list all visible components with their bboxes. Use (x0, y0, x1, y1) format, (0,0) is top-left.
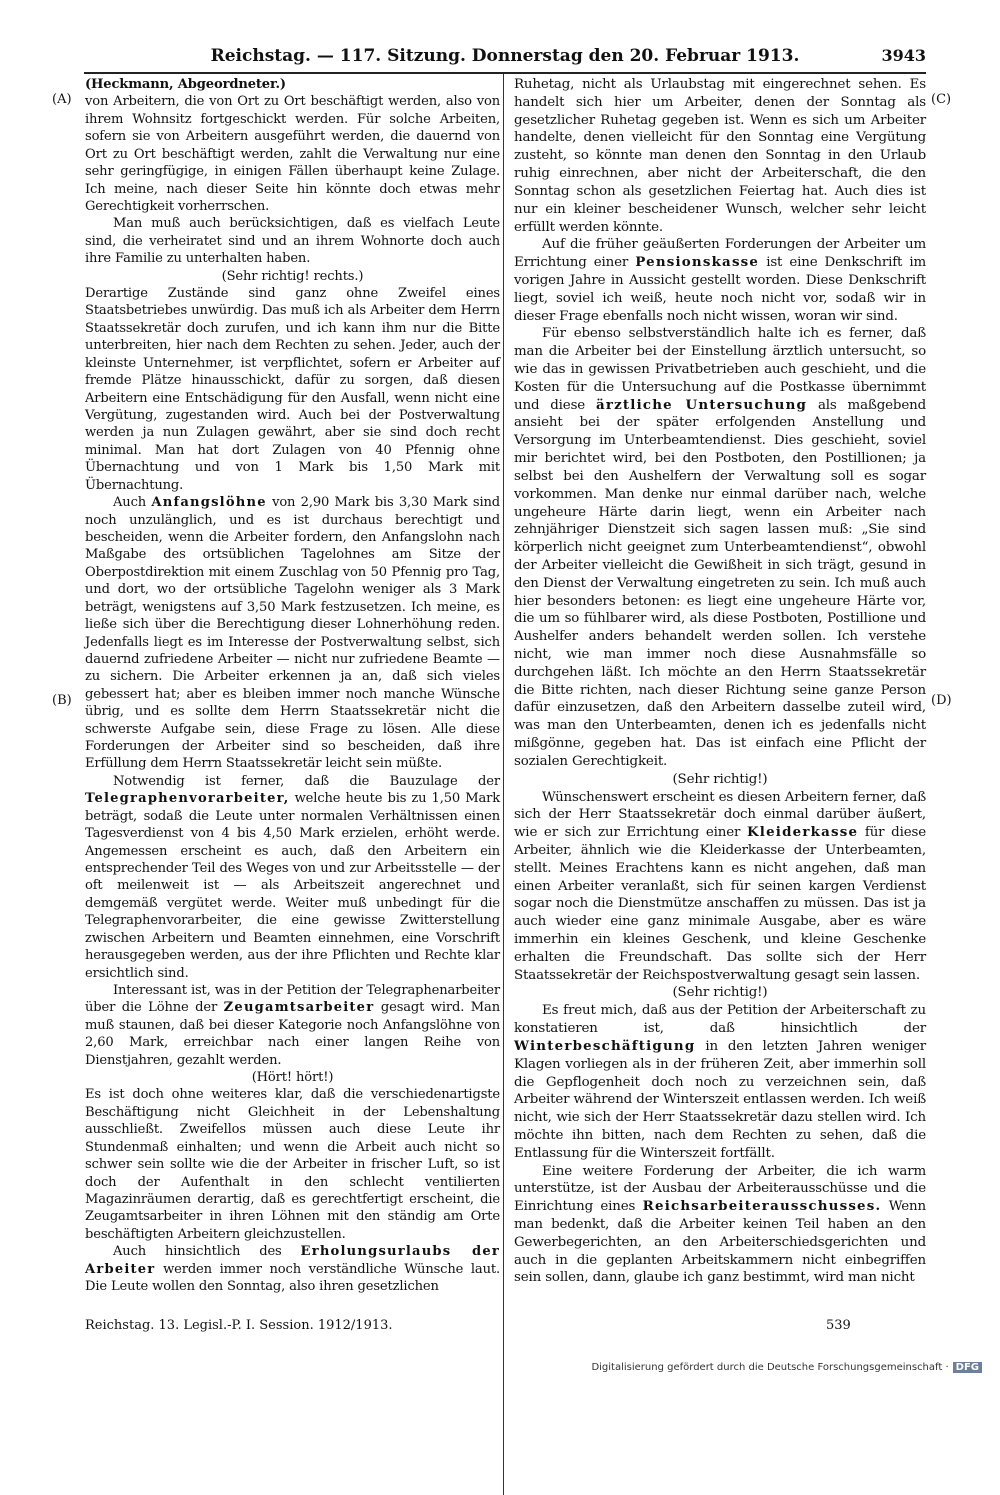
column-divider (503, 74, 504, 1495)
right-column (514, 76, 926, 1287)
emphasis: Winterbeschäftigung (514, 1037, 696, 1054)
margin-marker-d: (D) (931, 693, 952, 708)
emphasis: Zeugamtsarbeiter (223, 1000, 375, 1016)
page-header (84, 44, 926, 72)
paragraph (514, 1002, 926, 1162)
emphasis: Pensionskasse (635, 254, 760, 271)
emphasis: Kleiderkasse (746, 824, 859, 841)
text: Auch hinsichtlich des (113, 1244, 282, 1260)
interjection: (Sehr richtig! rechts.) (221, 268, 364, 284)
footer-session-info: Reichstag. 13. Legisl.-P. I. Session. 1912/1913. (85, 1318, 393, 1333)
paragraph (514, 1163, 926, 1288)
emphasis: Telegraphenvorarbeiter, (85, 791, 290, 807)
paragraph: Es ist doch ohne weiteres klar, daß die verschiedenartigste Beschäftigung nicht Gleichheit in der Lebenshaltung ausschließt. Zweifellos müssen auch diese Leute ihr Stundenmaß einhalten; und wenn die Arbeit auch nicht so schwer sein sollte wie die der Arbeiter in frischer Luft, so ist doch der Aufenthalt in den schlecht ventilierten Magazinräumen derartig, daß es gerechtfertigt erscheint, die Zeugamtsarbeiter in ihren Löhnen mit den ständig am Orte beschäftigten Arbeitern gleichzustellen. (85, 1087, 500, 1242)
text: werden immer noch verständliche Wünsche laut. Die Leute wollen den Sonntag, also ihren gesetzlichen (85, 1261, 500, 1295)
page-number: 3943 (881, 46, 926, 65)
paragraph (514, 789, 926, 985)
text: in den letzten Jahren weniger Klagen vorliegen als in der früheren Zeit, aber immerhin soll die Gepflogenheit doch noch zu verzeichnen sein, daß Arbeiter während der Winterszeit entlassen werden. Ich weiß nicht, wie sich der Herr Staatssekretär dazu stellen wird. Ich möchte ihn bitten, nach dem Rechten zu sehen, daß die Entlassung für die Winterszeit fortfällt. (514, 1038, 926, 1161)
text: für diese Arbeiter, ähnlich wie die Kleiderkasse der Unterbeamten, stellt. Meines Erachtens kann es nicht angehen, daß man einen Arbeiter veranlaßt, sich für seinen kargen Verdienst sogar noch die Dienstmütze anschaffen zu müssen. Das ist ja auch wieder eine ganz minimale Ausgabe, aber es wäre immerhin ein kleines Geschenk, und kleine Geschenke erhalten die Freundschaft. Das sollte sich der Herr Staatssekretär der Reichspostverwaltung gesagt sein lassen. (514, 825, 926, 983)
text: ist eine Denkschrift im vorigen Jahre in Aussicht gestellt worden. Diese Denkschrift liegt, soviel ich weiß, heute noch nicht vor, sodaß wir in dieser Frage ebenfalls noch nicht wissen, woran wir sind. (514, 255, 926, 324)
paragraph (85, 982, 500, 1069)
paragraph: Derartige Zustände sind ganz ohne Zweifel eines Staatsbetriebes unwürdig. Das muß ich als Arbeiter dem Herrn Staatssekretär doch zurufen, und ich kann ihm nur die Bitte unterbreiten, hier nach dem Rechten zu sehen. Jeder, auch der kleinste Unternehmer, ist verpflichtet, sofern er Arbeiter auf fremde Plätze hinausschickt, dafür zu sorgen, daß diesen Arbeitern eine Entschädigung für den Ausfall, wenn nicht eine Vergütung, zugestanden wird. Auch bei der Postverwaltung werden ja nun Zulagen gewährt, aber sie sind doch recht minimal. Man hat dort Zulagen von 40 Pfennig ohne Übernachtung und von 1 Mark bis 1,50 Mark mit Übernachtung. (85, 286, 500, 493)
dfg-logo: DFG (953, 1362, 982, 1373)
margin-marker-a: (A) (52, 92, 72, 107)
text: Notwendig ist ferner, daß die Bauzulage der (113, 773, 500, 789)
text: welche heute bis zu 1,50 Mark beträgt, sodaß die Leute unter normalen Verhältnissen einen Tagesverdienst von 4 bis 4,50 Mark erzielen, erhöht werde. Angemessen erscheint es auch, daß den Arbeitern ein entsprechender Teil des Weges von und zur Arbeitsstelle — der oft meilenweit ist — als Arbeitszeit angerechnet und demgemäß vergütet werde. Weiter muß unbedingt für die Telegraphenvorarbeiter, die eine gewisse Zwitterstellung zwischen Arbeitern und Beamten einnehmen, eine Vorschrift herausgegeben werden, aus der ihre Pflichten und Rechte klar ersichtlich sind. (85, 791, 500, 981)
text: Interessant ist, was in der Petition der Telegraphenarbeiter über die Löhne der (85, 982, 500, 1016)
paragraph (514, 236, 926, 325)
paragraph: Ruhetag, nicht als Urlaubstag mit eingerechnet sehen. Es handelt sich hier um Arbeiter, denen der Sonntag als gesetzlicher Ruhetag gegeben ist. Wenn es sich um Arbeiter handelte, denen vielleicht für den Sonntag eine Vergütung zusteht, so könnte man denen den Sonntag in den Urlaub ruhig einrechnen, aber nicht der Arbeiterschaft, die den Sonntag schon als gesetzlichen Feiertag hat. Auch dies ist nur ein kleiner bescheidener Wunsch, welcher sehr leicht erfüllt werden könnte. (514, 77, 926, 235)
speaker-label: (Heckmann, Abgeordneter.) (85, 77, 286, 92)
paragraph (85, 494, 500, 773)
text: Auf die früher geäußerten Forderungen der Arbeiter um Errichtung einer (514, 237, 926, 271)
text: Wünschenswert erscheint es diesen Arbeitern ferner, daß sich der Herr Staatssekretär doch einmal darüber äußert, wie er sich zur Errichtung einer (514, 789, 926, 841)
emphasis: Reichsarbeiterausschusses. (642, 1198, 882, 1215)
emphasis: Anfangslöhne (151, 495, 267, 511)
emphasis: Erholungsurlaubs der Arbeiter (85, 1244, 500, 1277)
text: Auch (113, 495, 147, 511)
text: Es freut mich, daß aus der Petition der Arbeiterschaft zu konstatieren ist, daß hinsichtlich der (514, 1003, 926, 1037)
text: Für ebenso selbstverständlich halte ich es ferner, daß man die Arbeiter bei der Einstellung ärztlich untersucht, so wie das in gewissen Privatbetrieben auch geschieht, und die Kosten für die Untersuchung auf die Postkasse übernimmt und diese (514, 326, 926, 413)
paragraph: Man muß auch berücksichtigen, daß es vielfach Leute sind, die verheiratet sind und an ihrem Wohnorte doch auch ihre Familie zu unterhalten haben. (85, 216, 500, 267)
margin-marker-b: (B) (52, 693, 72, 708)
interjection: (Sehr richtig!) (672, 985, 768, 1001)
left-column (85, 76, 500, 1296)
text: Eine weitere Forderung der Arbeiter, die ich warm unterstütze, ist der Ausbau der Arbeiterausschüsse und die Einrichtung eines (514, 1163, 926, 1215)
text: Wenn man bedenkt, daß die Arbeiter keinen Teil haben an den Gewerbegerichten, an den Arbeiterschiedsgerichten und auch in die geplanten Arbeitskammern nicht einbegriffen sein sollen, dann, glaube ich ganz bestimmt, wird man nicht (514, 1199, 926, 1286)
text: gesagt wird. Man muß staunen, daß bei dieser Kategorie noch Anfangslöhne von 2,60 Mark, erreichbar nach einer langen Reihe von Dienstjahren, gezahlt werden. (85, 1000, 500, 1068)
interjection: (Sehr richtig!) (672, 771, 768, 787)
footer-sheet-number: 539 (826, 1318, 851, 1333)
paragraph (85, 773, 500, 982)
credit-text: Digitalisierung gefördert durch die Deutsche Forschungsgemeinschaft · (591, 1362, 949, 1373)
header-title: Reichstag. — 117. Sitzung. Donnerstag den 20. Februar 1913. (210, 46, 800, 66)
margin-marker-c: (C) (931, 92, 952, 107)
paragraph (85, 1243, 500, 1295)
paragraph: von Arbeitern, die von Ort zu Ort beschäftigt werden, also von ihrem Wohnsitz fortgeschickt werden. Für solche Arbeiten, sofern sie von Arbeitern ausgeführt werden, die dauernd von Ort zu Ort beschäftigt werden, zahlt die Verwaltung nur eine sehr geringfügige, in einigen Fällen überhaupt keine Zulage. Ich meine, nach dieser Seite hin könnte doch etwas mehr Gerechtigkeit vorherrschen. (85, 94, 500, 214)
text: von 2,90 Mark bis 3,30 Mark sind noch unzulänglich, und es ist durchaus berechtigt und bescheiden, wenn die Arbeiter fordern, den Anfangslohn nach Maßgabe des ortsüblichen Tagelohnes am Sitze der Oberpostdirektion mit einem Zuschlag von 50 Pfennig pro Tag, und dort, wo der ortsübliche Tagelohn weniger als 3 Mark beträgt, wenigstens auf 3,50 Mark festzusetzen. Ich meine, es ließe sich über die Berechtigung dieser Lohnerhöhung reden. Jedenfalls liegt es im Interesse der Postverwaltung selbst, sich dauernd zufriedene Arbeiter — nicht nur zufriedene Beamte — zu sichern. Die Arbeiter erkennen ja an, daß sich vieles gebessert hat; aber es bleiben immer noch manche Wünsche übrig, und es sollte dem Herrn Staatssekretär nicht die schwerste Aufgabe sein, diese Frage zu lösen. Alle diese Forderungen der Arbeiter sind so bescheiden, daß ihre Erfüllung dem Herrn Staatssekretär leicht sein müßte. (85, 495, 501, 772)
emphasis: ärztliche Untersuchung (595, 396, 808, 413)
text: als maßgebend ansieht bei der später erfolgenden Anstellung und Versorgung im Unterbeamtendienst. Dies geschieht, soviel mir berichtet wird, bei den Postboten, den Postillionen; ja selbst bei den Aushelfern der Verwaltung soll es sogar vorkommen. Man denke nur einmal darüber nach, welche ungeheure Härte darin liegt, wenn ein Arbeiter nach zehnjähriger Dienstzeit sich sagen lassen muß: „Sie sind körperlich nicht geeignet zum Unterbeamtendienst“, obwohl der Arbeiter vielleicht die Gewißheit in sich trägt, gesund in den Dienst der Verwaltung eingetreten zu sein. Ich muß auch hier besonders betonen: es liegt eine ungeheure Härte vor, die um so fühlbarer wird, als diese Postboten, Postillione und Aushelfer anders behandelt werden sollen. Ich verstehe nicht, wie man immer noch diese Ausnahmsfälle so durchgehen läßt. Ich möchte an den Herrn Staatssekretär die Bitte richten, nach dieser Richtung seine ganze Person dafür einzusetzen, daß den Arbeitern dasselbe zuteil wird, was man den Unterbeamten, denen ich es jedenfalls nicht mißgönne, gegeben hat. Das ist einfach eine Pflicht der sozialen Gerechtigkeit. (514, 397, 926, 769)
header-rule (84, 72, 926, 74)
digitization-credit (591, 1362, 982, 1373)
interjection: (Hört! hört!) (251, 1070, 334, 1086)
paragraph (514, 325, 926, 770)
